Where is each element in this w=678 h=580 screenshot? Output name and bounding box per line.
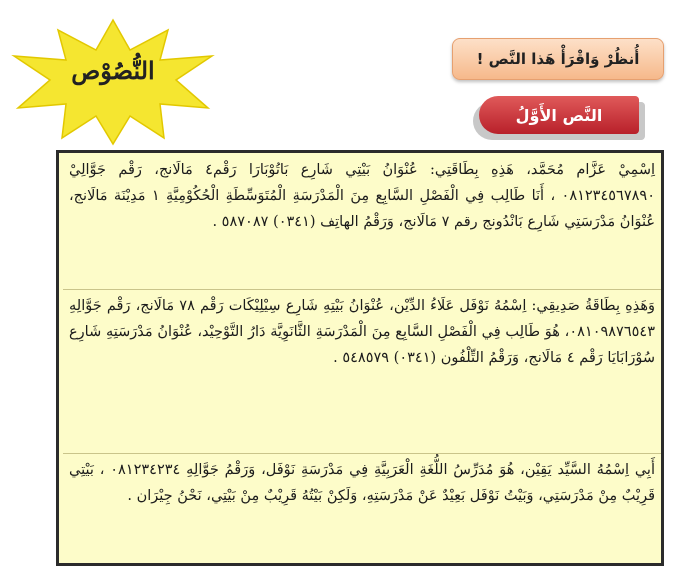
paragraph-1: اِسْمِيْ عَزَّام مُحَمَّد، هَذِهِ بِطَاقَتِي: عُنْوَانُ بَيْتِي شَارِع بَاتُوْبَارَا رَقْم٤ مَالَانج، رَقْم جَوَّالِيْ ٠٨١٢٣٤٥٦٧٨٩٠ ، أَنَا طَالِب فِي الْفَصْلِ السَّابِع مِنَ الْمَدْرَسَةِ الْمُتَوَسِّطَةِ الْحُكُوْمِيَّةِ ١ مَدِيْنَة مَالَانج، عُنْوَانُ مَدْرَسَتِي شَارِع بَانْدُونج رقم ٧ مَالَانج، وَرَقْمُ الهاتِف (٠٣٤١) ٥٨٧٠٨٧ . <box>69 162 656 230</box>
paragraph-divider <box>63 289 661 290</box>
reading-text-box <box>56 150 664 566</box>
starburst-title: النُّصُوْص <box>71 56 155 85</box>
section-tab-label: النَّص الأَوَّلُ <box>479 96 639 134</box>
section-tab <box>479 96 639 136</box>
starburst-badge <box>8 16 218 146</box>
paragraph-3: أَبِي اِسْمُهُ السَّيِّد يَقِيْن، هُوَ مُدَرِّسُ اللُّغَةِ الْعَرَبِيَّةِ فِي مَدْرَسَةِ نَوْفَل، وَرَقْمُ جَوَّالِهِ ٠٨١٢٣٤٢٣٤ ، بَيْتِي قَرِيْبٌ مِنْ مَدْرَسَتِي، وَبَيْتُ نَوْفَل بَعِيْدٌ عَنْ مَدْرَسَتِهِ، وَلَكِنْ بَيْتُهُ قَرِيْبٌ مِنْ بَيْتِي، نَحْنُ جِيْرَان . <box>69 462 655 504</box>
instruction-banner: أُنظُرْ وَاقْرَأْ هَذا النَّص ! <box>452 38 664 80</box>
paragraph-2: وَهَذِهِ بِطَاقَةُ صَدِيقِي: اِسْمُهُ نَوْفَل عَلَاءُ الدِّيْن، عُنْوَانُ بَيْتِهِ شَارِع سِيْلِيْكَات رَقْم ٧٨ مَالَانج، رَقْم جَوَّالِهِ ٠٨١٠٩٨٧٦٥٤٣، هُوَ طَالِب فِي الْفَصْلِ السَّابِع مِنَ الْمَدْرَسَةِ الثَّانَوِيَّة دَارُ التَّوْحِيْد، عُنْوَانُ مَدْرَسَتِهِ شَارِع سُوْرَابَايَا رَقْم ٤ مَالَانج، وَرَقْمُ التِّلْفُون (٠٣٤١) ٥٤٨٥٧٩ . <box>69 298 656 366</box>
paragraph-divider <box>63 453 661 454</box>
